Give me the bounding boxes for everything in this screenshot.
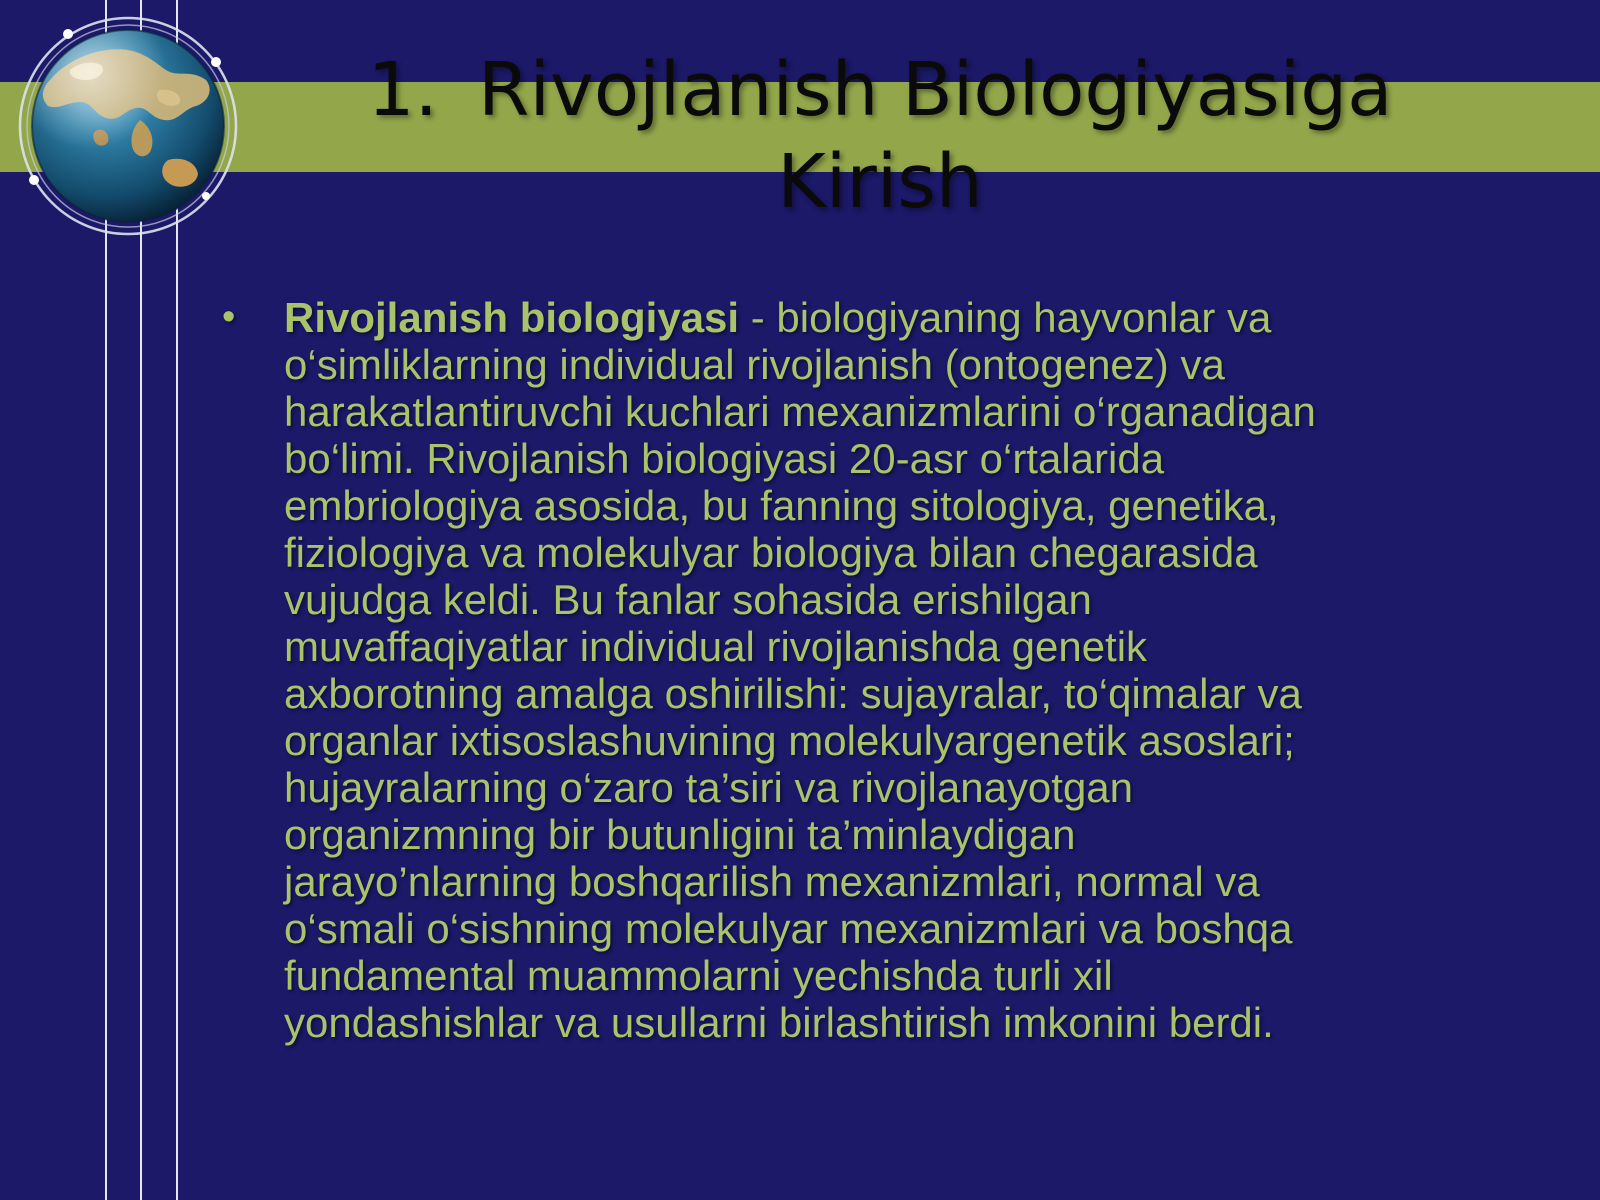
defined-term: Rivojlanish biologiyasi: [284, 294, 740, 341]
title-number: 1.: [367, 47, 439, 133]
bullet-paragraph: [284, 294, 1522, 1046]
earth-globe-icon: [10, 10, 250, 250]
bullet-point-icon: •: [222, 296, 236, 338]
title-line-1: Rivojlanish Biologiyasiga: [478, 47, 1393, 133]
definition-text: - biologiyaning hayvonlar va o‘simliklarning individual rivojlanish (ontogenez) va harakatlantiruvchi kuchlari mexanizmlarini o‘rganadigan bo‘limi. Rivojlanish biologiyasi 20-asr o‘rtalarida embriologiya asosida, bu fanning sitologiya, genetika, fiziologiya va molekulyar biologiya bilan chegarasida vujudga keldi. Bu fanlar sohasida erishilgan muvaffaqiyatlar individual rivojlanishda genetik axborotning amalga oshirilishi: sujayralar, to‘qimalar va organlar ixtisoslashuvining molekulyargenetik asoslari; hujayralarning o‘zaro ta’siri va rivojlanayotgan organizmning bir butunligini ta’minlaydigan jarayo’nlarning boshqarilish mexanizmlari, normal va o‘smali o‘sishning molekulyar mexanizmlari va boshqa fundamental muammolarni yechishda turli xil yondashishlar va usullarni birlashtirish imkonini berdi.: [284, 294, 1316, 1046]
slide-title: [270, 44, 1490, 228]
title-line-2: Kirish: [777, 139, 983, 225]
slide-content: [222, 294, 1522, 1046]
bullet-item: [222, 294, 1522, 1046]
